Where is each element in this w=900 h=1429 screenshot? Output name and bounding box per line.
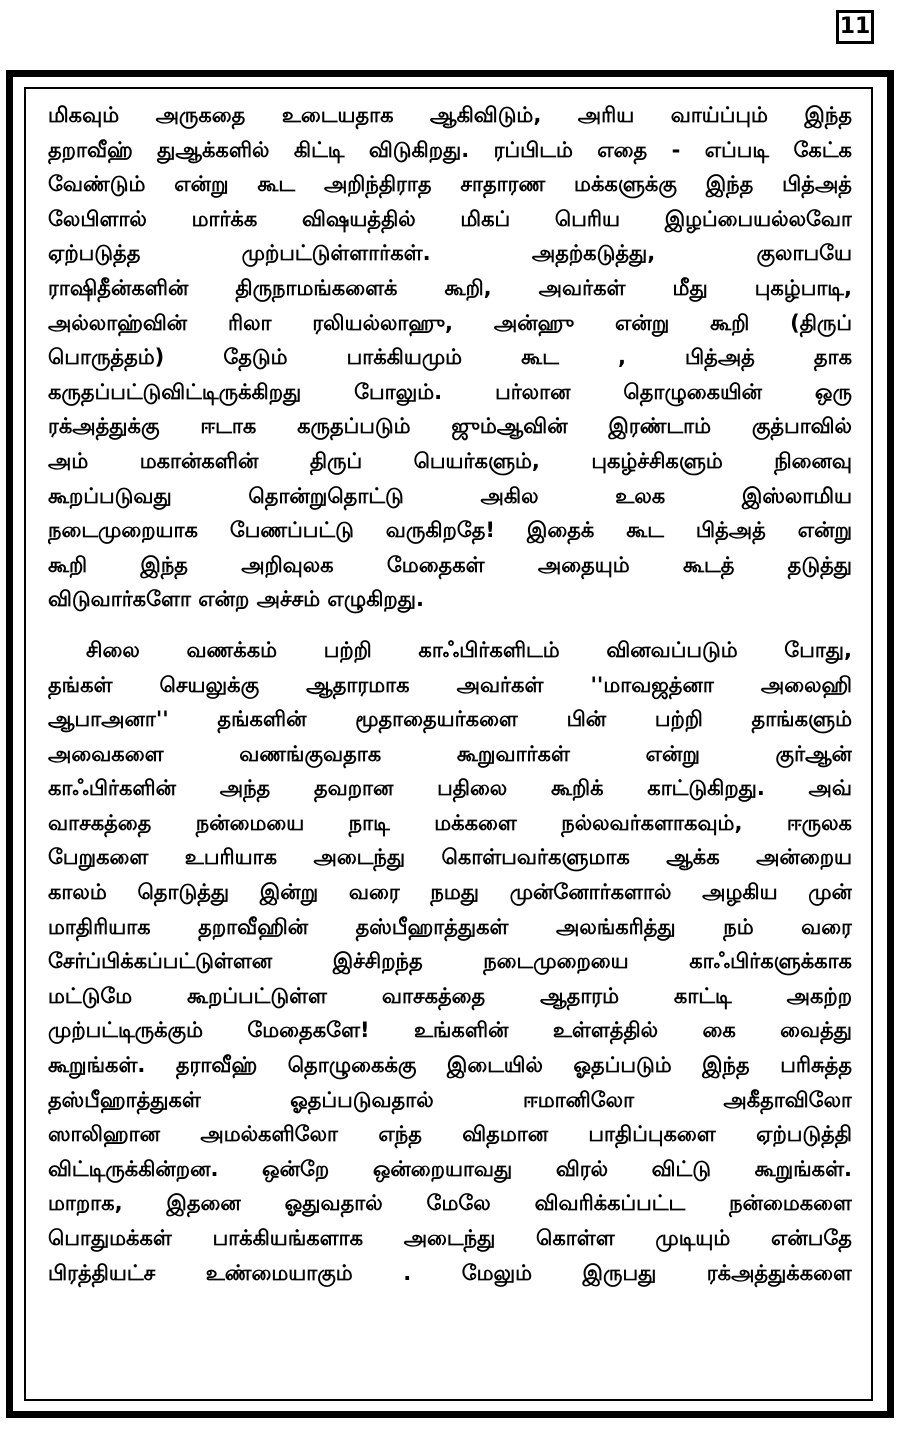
text-line: வாசகத்தை நன்மையை நாடி மக்களை நல்லவர்களாகவும், ஈருலக — [48, 810, 852, 835]
text-line: மாதிரியாக தறாவீஹின் தஸ்பீஹாத்துகள் அலங்கரித்து நம் வரை — [48, 914, 852, 939]
paragraph — [48, 633, 852, 1290]
text-line: விட்டிருக்கின்றன. ஒன்றே ஒன்றையாவது விரல் விட்டு கூறுங்கள். — [48, 1156, 852, 1181]
text-line: முற்பட்டிருக்கும் மேதைகளே! உங்களின் உள்ளத்தில் கை வைத்து — [48, 1018, 852, 1043]
body-text — [48, 98, 852, 1290]
text-line: கருதப்பட்டுவிட்டிருக்கிறது போலும். பர்லான தொழுகையின் ஒரு — [48, 379, 852, 404]
text-line: தஸ்பீஹாத்துகள் ஓதப்படுவதால் ஈமானிலோ அகீதாவிலோ — [48, 1087, 852, 1112]
text-line: பொருத்தம்) தேடும் பாக்கியமும் கூட , பித்அத் தாக — [48, 345, 852, 370]
text-line: கூறி இந்த அறிவுலக மேதைகள் அதையும் கூடத் தடுத்து — [48, 552, 852, 577]
text-line: லேபிளால் மார்க்க விஷயத்தில் மிகப் பெரிய இழப்பையல்லவோ — [48, 206, 852, 231]
text-line: ஸாலிஹான அமல்களிலோ எந்த விதமான பாதிப்புகளை ஏற்படுத்தி — [48, 1122, 852, 1147]
paragraph — [48, 98, 852, 617]
text-line: அம் மகான்களின் திருப் பெயர்களும், புகழ்ச்சிகளும் நினைவு — [48, 448, 852, 473]
text-line: வேண்டும் என்று கூட அறிந்திராத சாதாரண மக்களுக்கு இந்த பித்அத் — [48, 172, 852, 197]
text-line: ஆபாஅனா'' தங்களின் மூதாதையர்களை பின் பற்றி தாங்களும் — [48, 707, 852, 732]
text-line: தங்கள் செயலுக்கு ஆதாரமாக அவர்கள் ''மாவஜத்னா அலைஹி — [48, 672, 852, 697]
text-line: தறாவீஹ் துஆக்களில் கிட்டி விடுகிறது. ரப்பிடம் எதை - எப்படி கேட்க — [48, 137, 852, 162]
text-line: பொதுமக்கள் பாக்கியங்களாக அடைந்து கொள்ள முடியும் என்பதே — [48, 1226, 852, 1250]
text-line: மிகவும் அருகதை உடையதாக ஆகிவிடும், அரிய வாய்ப்பும் இந்த — [48, 103, 852, 127]
text-line: சிலை வணக்கம் பற்றி காஃபிர்களிடம் வினவப்படும் போது, — [86, 637, 852, 662]
text-line: நடைமுறையாக பேணப்பட்டு வருகிறதே! இதைக் கூட பித்அத் என்று — [48, 518, 852, 543]
text-line: ஏற்படுத்த முற்பட்டுள்ளார்கள். அதற்கடுத்து, குலாபயே — [48, 241, 852, 266]
text-line: மட்டுமே கூறப்பட்டுள்ள வாசகத்தை ஆதாரம் காட்டி அகற்ற — [48, 983, 852, 1008]
text-line: அவைகளை வணங்குவதாக கூறுவார்கள் என்று குர்ஆன் — [48, 741, 852, 766]
text-line: கூறுங்கள். தராவீஹ் தொழுகைக்கு இடையில் ஓதப்படும் இந்த பரிசுத்த — [48, 1053, 852, 1078]
text-line: மாறாக, இதனை ஓதுவதால் மேலே விவரிக்கப்பட்ட நன்மைகளை — [48, 1191, 852, 1216]
text-line: விடுவார்களோ என்ற அச்சம் எழுகிறது. — [48, 587, 424, 612]
text-line: ரக்அத்துக்கு ஈடாக கருதப்படும் ஜும்ஆவின் இரண்டாம் குத்பாவில் — [48, 414, 852, 439]
text-line: ராஷிதீன்களின் திருநாமங்களைக் கூறி, அவர்கள் மீது புகழ்பாடி, — [48, 275, 852, 300]
text-line: காஃபிர்களின் அந்த தவறான பதிலை கூறிக் காட்டுகிறது. அவ் — [48, 776, 852, 801]
text-line: காலம் தொடுத்து இன்று வரை நமது முன்னோர்களால் அழகிய முன் — [48, 880, 852, 905]
text-line: பேறுகளை உபரியாக அடைந்து கொள்பவர்களுமாக ஆக்க அன்றைய — [48, 845, 852, 870]
text-line: சேர்ப்பிக்கப்பட்டுள்ளன இச்சிறந்த நடைமுறையை காஃபிர்களுக்காக — [48, 949, 852, 974]
text-line: கூறப்படுவது தொன்றுதொட்டு அகில உலக இஸ்லாமிய — [48, 483, 852, 508]
text-line: அல்லாஹ்வின் ரிலா ரலியல்லாஹு, அன்ஹு என்று கூறி (திருப் — [48, 310, 852, 335]
page-number: 11 — [836, 10, 874, 44]
text-line: பிரத்தியட்ச உண்மையாகும் . மேலும் இருபது ரக்அத்துக்களை — [48, 1260, 852, 1285]
